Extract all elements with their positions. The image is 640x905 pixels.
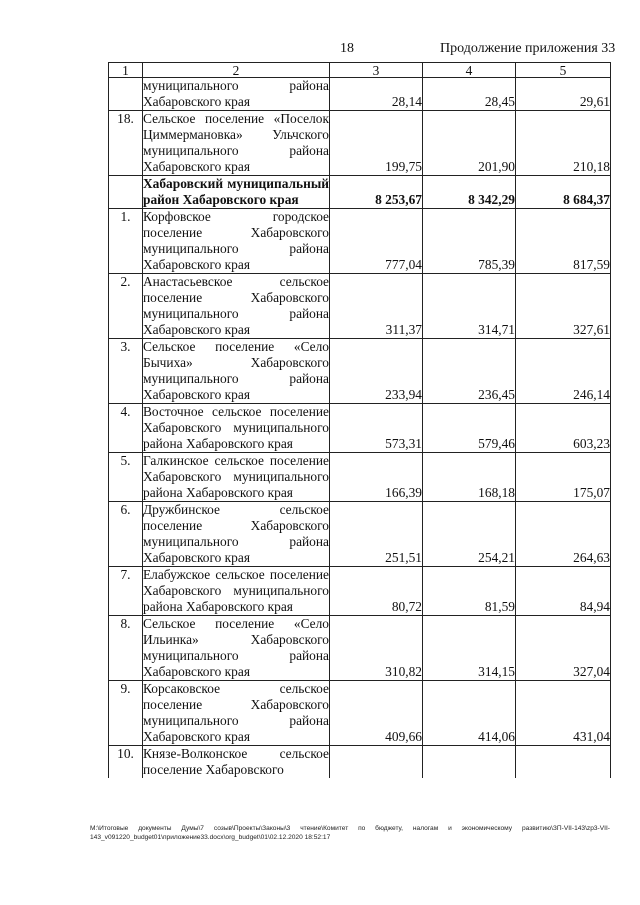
table-row	[109, 404, 611, 453]
value-col3: 233,94	[330, 339, 423, 404]
municipality-name: Анастасьевское сельское поселение Хабаровского муниципального района Хабаровского края	[143, 274, 329, 337]
value-col3: 166,39	[330, 453, 423, 502]
value-col4: 579,46	[423, 404, 516, 453]
value-col5: 817,59	[516, 209, 611, 274]
table-row	[109, 616, 611, 681]
value-col4: 28,45	[423, 78, 516, 111]
page-number: 18	[340, 41, 354, 56]
document-path-footer: M:\Итоговые документы Думы\7 созыв\Проекты\Законы\3 чтение\Комитет по бюджету, налогам и экономическому развитию\ЗП-VII-143\zp3-VII-143_v091220_budget01\приложение33.docx\org_budget\01\02.12.2020 18:52:17	[90, 825, 610, 841]
municipality-name: Корсаковское сельское поселение Хабаровского муниципального района Хабаровского края	[143, 681, 329, 744]
value-col4: 201,90	[423, 111, 516, 176]
value-col3: 777,04	[330, 209, 423, 274]
value-col5: 84,94	[516, 567, 611, 616]
municipality-name: Сельское поселение «Село Бычиха» Хабаровского муниципального района Хабаровского края	[143, 339, 329, 402]
table-row	[109, 339, 611, 404]
municipality-name: Князе-Волконское сельское поселение Хабаровского	[143, 746, 329, 777]
table-row	[109, 502, 611, 567]
value-col4: 785,39	[423, 209, 516, 274]
column-header: 4	[423, 63, 516, 78]
column-header: 2	[143, 63, 330, 78]
row-number: 2.	[109, 274, 143, 339]
value-col5: 431,04	[516, 681, 611, 746]
table-row	[109, 176, 611, 209]
row-number	[109, 176, 143, 209]
row-number: 8.	[109, 616, 143, 681]
value-col5: 29,61	[516, 78, 611, 111]
table-header-row	[109, 63, 611, 78]
municipality-name: Восточное сельское поселение Хабаровского муниципального района Хабаровского края	[143, 404, 329, 451]
value-col3	[330, 746, 423, 779]
table-row	[109, 78, 611, 111]
value-col4: 254,21	[423, 502, 516, 567]
row-number: 9.	[109, 681, 143, 746]
value-col4: 81,59	[423, 567, 516, 616]
table-row	[109, 274, 611, 339]
value-col3: 199,75	[330, 111, 423, 176]
municipality-name: Дружбинское сельское поселение Хабаровского муниципального района Хабаровского края	[143, 502, 329, 565]
value-col3: 573,31	[330, 404, 423, 453]
row-number: 1.	[109, 209, 143, 274]
value-col4: 8 342,29	[423, 176, 516, 209]
row-number: 18.	[109, 111, 143, 176]
table-row	[109, 746, 611, 779]
table-row	[109, 209, 611, 274]
value-col5: 327,04	[516, 616, 611, 681]
value-col5: 8 684,37	[516, 176, 611, 209]
value-col5: 603,23	[516, 404, 611, 453]
value-col4: 168,18	[423, 453, 516, 502]
value-col4: 314,71	[423, 274, 516, 339]
table-row	[109, 111, 611, 176]
municipality-name: Галкинское сельское поселение Хабаровского муниципального района Хабаровского края	[143, 453, 329, 500]
value-col5: 327,61	[516, 274, 611, 339]
value-col3: 8 253,67	[330, 176, 423, 209]
row-number: 7.	[109, 567, 143, 616]
municipality-name: муниципального района Хабаровского края	[143, 78, 329, 109]
value-col5	[516, 746, 611, 779]
value-col4: 414,06	[423, 681, 516, 746]
value-col3: 409,66	[330, 681, 423, 746]
row-number: 10.	[109, 746, 143, 779]
column-header: 3	[330, 63, 423, 78]
budget-table	[108, 62, 611, 778]
value-col5: 246,14	[516, 339, 611, 404]
value-col3: 28,14	[330, 78, 423, 111]
value-col3: 310,82	[330, 616, 423, 681]
row-number: 4.	[109, 404, 143, 453]
row-number	[109, 78, 143, 111]
value-col4: 236,45	[423, 339, 516, 404]
value-col4	[423, 746, 516, 779]
municipality-name: Елабужское сельское поселение Хабаровского муниципального района Хабаровского края	[143, 567, 329, 614]
value-col3: 311,37	[330, 274, 423, 339]
value-col5: 264,63	[516, 502, 611, 567]
municipality-name: Сельское поселение «Село Ильинка» Хабаровского муниципального района Хабаровского края	[143, 616, 329, 679]
municipality-name: Хабаровский муниципальный район Хабаровского края	[143, 176, 329, 207]
table-row	[109, 453, 611, 502]
municipality-name: Корфовское городское поселение Хабаровского муниципального района Хабаровского края	[143, 209, 329, 272]
value-col3: 80,72	[330, 567, 423, 616]
column-header: 1	[109, 63, 143, 78]
row-number: 6.	[109, 502, 143, 567]
column-header: 5	[516, 63, 611, 78]
continuation-label: Продолжение приложения 33	[440, 41, 616, 56]
value-col5: 210,18	[516, 111, 611, 176]
row-number: 5.	[109, 453, 143, 502]
value-col5: 175,07	[516, 453, 611, 502]
value-col4: 314,15	[423, 616, 516, 681]
table-row	[109, 567, 611, 616]
municipality-name: Сельское поселение «Поселок Циммермановка» Ульчского муниципального района Хабаровского края	[143, 111, 329, 174]
table-row	[109, 681, 611, 746]
row-number: 3.	[109, 339, 143, 404]
value-col3: 251,51	[330, 502, 423, 567]
